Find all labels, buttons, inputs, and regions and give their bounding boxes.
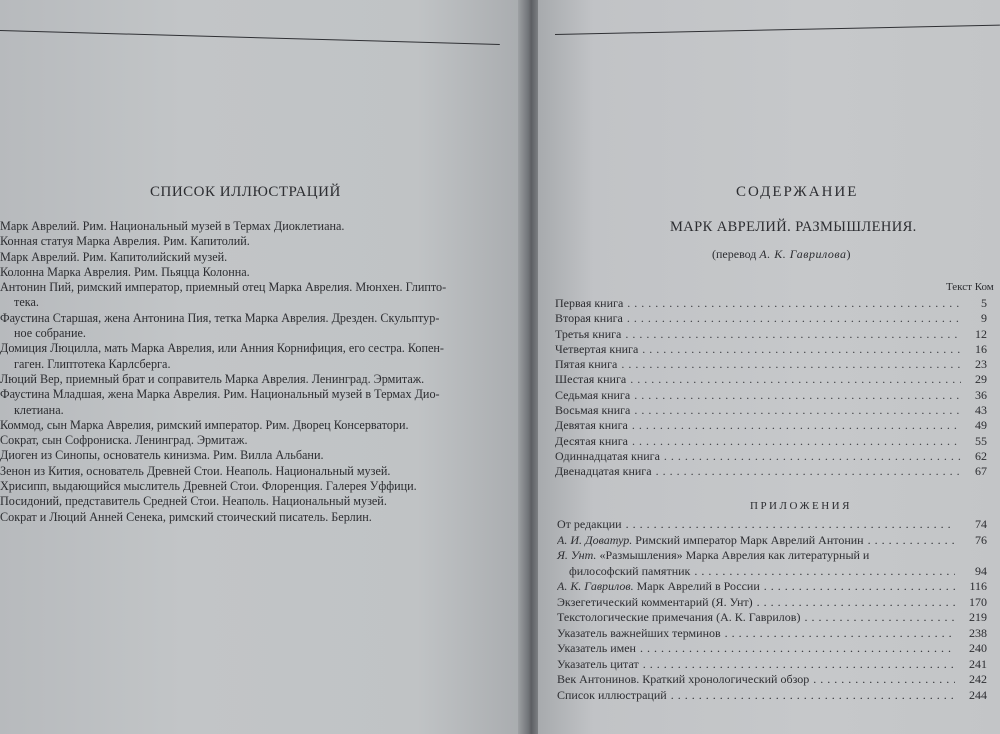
illustration-item: Домиция Люцилла, мать Марка Аврелия, или Анния Корнифиция, его сестра. Копен- гаген. Глиптотека Карлсберга. — [0, 341, 444, 371]
toc-entry: Девятая книга ..... 49 — [555, 418, 987, 433]
contents-subtitle: МАРК АВРЕЛИЙ. РАЗМЫШЛЕНИЯ. — [670, 219, 917, 235]
toc-entry: Четвертая книга ..... 16 — [555, 342, 987, 357]
toc-entry: Десятая книга ..... 55 — [555, 434, 987, 449]
contents-title: СОДЕРЖАНИЕ — [736, 184, 859, 200]
toc-entry: Вторая книга ..... 9 — [555, 311, 987, 326]
appendix-title: ПРИЛОЖЕНИЯ — [750, 500, 852, 512]
columns-header: Текст Ком — [946, 281, 994, 293]
illustration-item: Диоген из Синопы, основатель кинизма. Рим. Вилла Альбани. — [0, 448, 324, 463]
illustration-item: Люций Вер, приемный брат и соправитель Марка Аврелия. Ленинград. Эрмитаж. — [0, 371, 425, 386]
illustrations-title: СПИСОК ИЛЛЮСТРАЦИЙ — [150, 184, 341, 200]
toc-entry: Список иллюстраций ..... 244 — [557, 688, 987, 704]
illustration-item: Антонин Пий, римский император, приемный отец Марка Аврелия. Мюнхен. Глипто- тека. — [0, 280, 447, 310]
illustration-item: Марк Аврелий. Рим. Национальный музей в Термах Диоклетиана. — [0, 219, 345, 233]
toc-entry: Указатель цитат ..... 241 — [557, 657, 987, 673]
illustrations-list — [0, 219, 505, 525]
toc-entry: Указатель важнейших терминов ..... 238 — [557, 626, 987, 642]
toc-entry: Шестая книга ..... 29 — [555, 372, 987, 387]
toc-entry: Одиннадцатая книга ..... 62 — [555, 449, 987, 464]
toc-entry: Восьмая книга ..... 43 — [555, 403, 987, 418]
toc-entry: Указатель имен ..... 240 — [557, 641, 987, 657]
toc-entry: Я. Унт. «Размышления» Марка Аврелия как литературный и философский памятник ..... 94 — [557, 548, 987, 579]
illustration-item: Марк Аврелий. Рим. Капитолийский музей. — [0, 249, 228, 264]
illustration-item: Сократ, сын Софрониска. Ленинград. Эрмитаж. — [0, 433, 248, 448]
illustration-item: Коммод, сын Марка Аврелия, римский император. Рим. Дворец Консерватори. — [0, 417, 409, 432]
toc-entry: Третья книга ..... 12 — [555, 327, 987, 342]
toc-entry: А. И. Доватур. Римский император Марк Аврелий Антонин ..... 76 — [557, 533, 987, 549]
illustration-item: Посидоний, представитель Средней Стои. Неаполь. Национальный музей. — [0, 494, 387, 509]
appendix-list — [557, 517, 987, 703]
toc-entry: Первая книга ..... 5 — [555, 296, 987, 311]
illustration-item: Хрисипп, выдающийся мыслитель Древней Стои. Флоренция. Галерея Уффици. — [0, 479, 417, 494]
toc-entry: Экзегетический комментарий (Я. Унт) ..... 170 — [557, 595, 987, 611]
toc-entry: От редакции ..... 74 — [557, 517, 987, 533]
top-rule-left — [0, 30, 500, 45]
illustration-item: Сократ и Люций Анней Сенека, римский стоический писатель. Берлин. — [0, 509, 372, 524]
illustration-item: Конная статуя Марка Аврелия. Рим. Капитолий. — [0, 234, 250, 249]
toc-entry: Двенадцатая книга ..... 67 — [555, 464, 987, 479]
toc-entry: Седьмая книга ..... 36 — [555, 388, 987, 403]
toc-entry: Пятая книга ..... 23 — [555, 357, 987, 372]
toc-entry: Текстологические примечания (А. К. Гаврилов) ..... 219 — [557, 610, 987, 626]
illustration-item: Колонна Марка Аврелия. Рим. Пьяцца Колонна. — [0, 264, 250, 279]
illustration-item: Фаустина Младшая, жена Марка Аврелия. Рим. Национальный музей в Термах Дио- клетиана. — [0, 387, 440, 417]
translation-credit: (перевод А. К. Гаврилова) — [712, 247, 851, 261]
illustration-item: Фаустина Старшая, жена Антонина Пия, тетка Марка Аврелия. Дрезден. Скульптур- ное собрание. — [0, 310, 440, 341]
toc-entry: А. К. Гаврилов. Марк Аврелий в России ..... 116 — [557, 579, 987, 595]
illustration-item: Зенон из Кития, основатель Древней Стои. Неаполь. Национальный музей. — [0, 463, 391, 478]
books-list — [555, 296, 987, 480]
toc-entry: Век Антонинов. Краткий хронологический обзор ..... 242 — [557, 672, 987, 688]
